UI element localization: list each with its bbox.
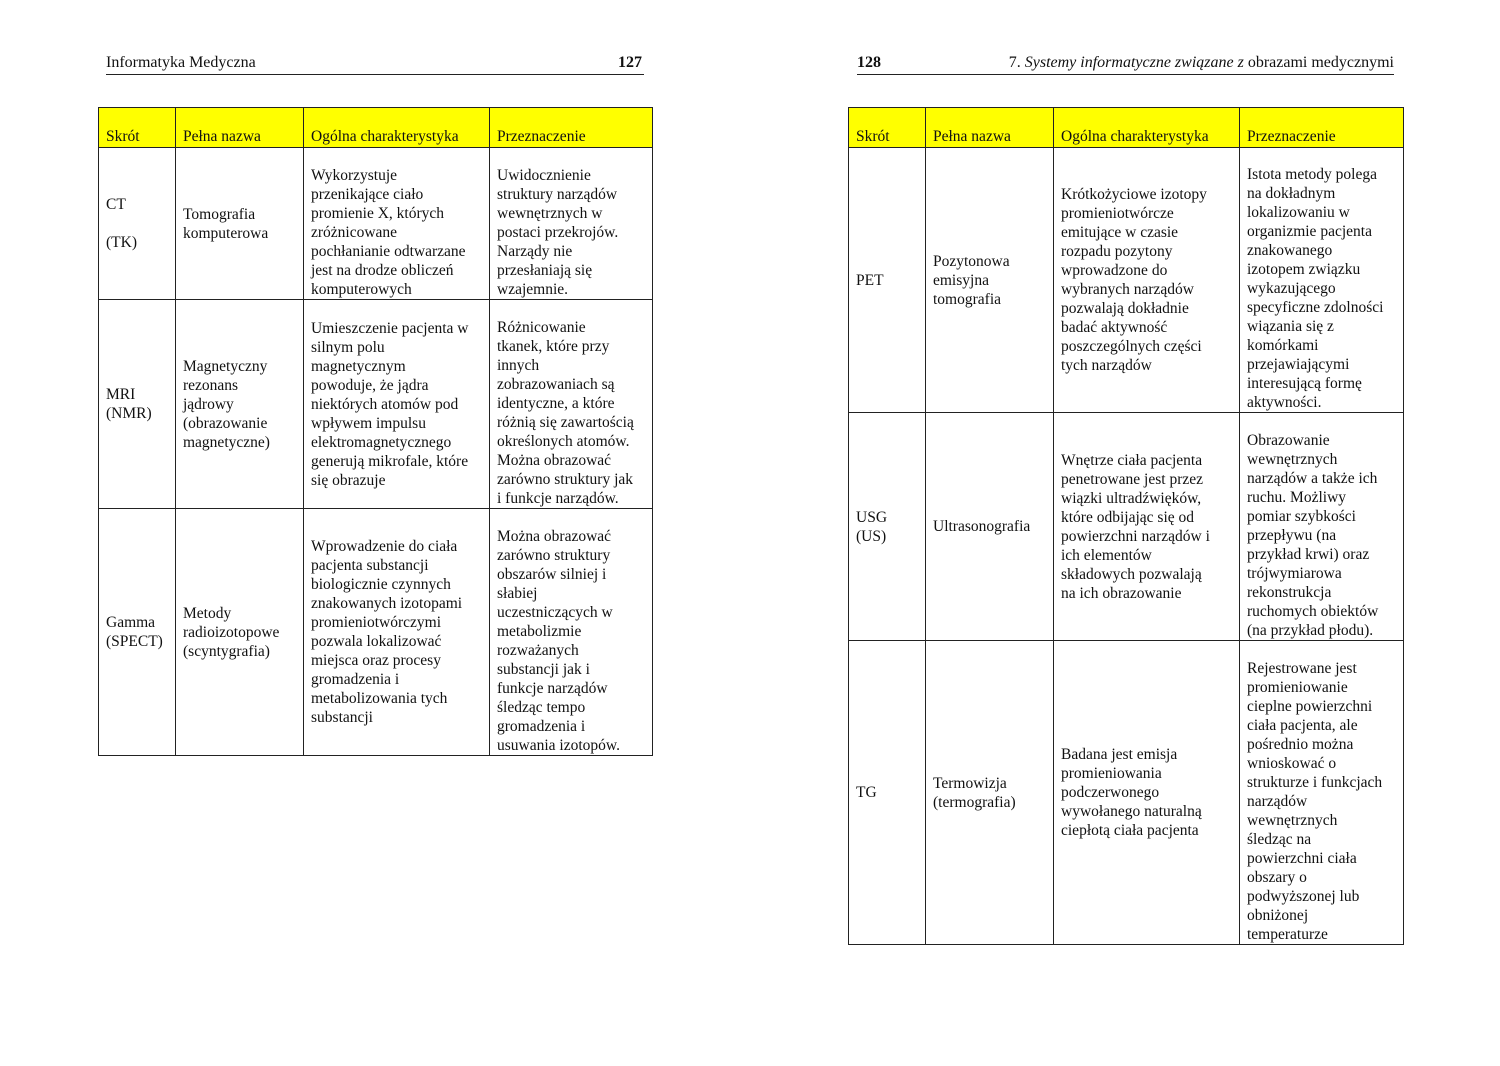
purpose-text: Uwidocznienie struktury narządów wewnętrznych w postaci przekrojów. Narządy nie przesłaniają się wzajemnie.: [497, 167, 619, 298]
purpose-text: Rejestrowane jest promieniowanie cieplne powierzchni ciała pacjenta, ale pośrednio można wnioskować o strukturze i funkcjach narządów wewnętrznych śledząc na powierzchni ciała obszary o podwyższonej lub obniżonej temperaturze: [1247, 660, 1383, 943]
cell-abbr: [849, 413, 926, 641]
cell-name: [176, 509, 304, 756]
purpose-text: Obrazowanie wewnętrznych narządów a także ich ruchu. Możliwy pomiar szybkości przepływu (na przykład krwi) oraz trójwymiarowa rekonstrukcja ruchomych obiektów (na przykład płodu).: [1247, 432, 1379, 639]
cell-name: [926, 641, 1054, 945]
table-row-tg: [849, 641, 1404, 945]
cell-abbr: [99, 300, 176, 509]
running-header-left: [106, 52, 644, 75]
table-row-mri: [99, 300, 653, 509]
book-title: Informatyka Medyczna: [106, 54, 256, 71]
name-text: Ultrasonografia: [933, 518, 1031, 535]
right-page: [750, 0, 1500, 1066]
name-text: Pozytonowa emisyjna tomografia: [933, 252, 1010, 308]
cell-description: [304, 300, 490, 509]
description-text: Badana jest emisja promieniowania podczerwonego wywołanego naturalną ciepłotą ciała pacjenta: [1061, 746, 1202, 839]
col-header-abbr: Skrót: [99, 108, 176, 148]
chapter-title-suffix: obrazami medycznymi: [1243, 54, 1394, 71]
abbr-text: TG: [856, 784, 877, 801]
cell-description: [304, 509, 490, 756]
cell-name: [926, 148, 1054, 413]
purpose-text: Istota metody polega na dokładnym lokalizowaniu w organizmie pacjenta znakowanego izotopem związku wykazującego specyficzne zdolności wiązania się z komórkami przejawiającymi interesującą formę aktywności.: [1247, 166, 1384, 411]
table-row-ct: [99, 148, 653, 300]
table-header-row: [849, 108, 1404, 148]
imaging-methods-table-right: [848, 107, 1404, 945]
running-header-right: [857, 52, 1394, 75]
purpose-text: Można obrazować zarówno struktury obszarów silniej i słabiej uczestniczących w metabolizmie rozważanych substancji jak i funkcje narządów śledząc tempo gromadzenia i usuwania izotopów.: [497, 528, 620, 754]
cell-description: [1054, 641, 1240, 945]
cell-purpose: [490, 509, 653, 756]
abbr-text: Gamma (SPECT): [106, 614, 163, 650]
col-header-purpose: Przeznaczenie: [1240, 108, 1404, 148]
cell-name: [176, 148, 304, 300]
page-number-128: 128: [857, 54, 881, 71]
col-header-purpose: Przeznaczenie: [490, 108, 653, 148]
cell-description: [1054, 413, 1240, 641]
cell-abbr: [99, 148, 176, 300]
col-header-description: Ogólna charakterystyka: [1054, 108, 1240, 148]
cell-abbr: [99, 509, 176, 756]
abbr-text: CT (TK): [106, 196, 137, 251]
col-header-abbr: Skrót: [849, 108, 926, 148]
abbr-text: MRI (NMR): [106, 386, 152, 422]
abbr-text: USG (US): [856, 508, 888, 545]
name-text: Termowizja (termografia): [933, 774, 1016, 811]
chapter-title-prefix: 7.: [1008, 54, 1025, 71]
cell-name: [926, 413, 1054, 641]
page-number-127: 127: [618, 54, 642, 71]
cell-purpose: [1240, 413, 1404, 641]
cell-purpose: [1240, 641, 1404, 945]
col-header-full-name: Pełna nazwa: [926, 108, 1054, 148]
description-text: Krótkożyciowe izotopy promieniotwórcze emitujące w czasie rozpadu pozytony wprowadzone do wybranych narządów pozwalają dokładnie badać aktywność poszczególnych części tych narządów: [1061, 186, 1207, 374]
chapter-title-italic: Systemy informatyczne związane z: [1024, 54, 1244, 71]
name-text: Tomografia komputerowa: [183, 205, 269, 242]
cell-name: [176, 300, 304, 509]
description-text: Umieszczenie pacjenta w silnym polu magnetycznym powoduje, że jądra niektórych atomów pod wpływem impulsu elektromagnetycznego generują mikrofale, które się obrazuje: [311, 319, 469, 489]
cell-purpose: [490, 300, 653, 509]
imaging-methods-table-left: [98, 107, 653, 756]
description-text: Wprowadzenie do ciała pacjenta substancji biologicznie czynnych znakowanych izotopami promieniotwórczymi pozwala lokalizować miejsca oraz procesy gromadzenia i metabolizowania tych substancji: [311, 538, 463, 726]
description-text: Wykorzystuje przenikające ciało promienie X, których zróżnicowane pochłanianie odtwarzane jest na drodze obliczeń komputerowych: [311, 167, 466, 298]
abbr-text: PET: [856, 271, 884, 289]
col-header-description: Ogólna charakterystyka: [304, 108, 490, 148]
table-row-gamma: [99, 509, 653, 756]
cell-purpose: [1240, 148, 1404, 413]
cell-description: [304, 148, 490, 300]
cell-description: [1054, 148, 1240, 413]
chapter-title: [1009, 52, 1394, 74]
table-row-usg: [849, 413, 1404, 641]
name-text: Metody radioizotopowe (scyntygrafia): [183, 604, 280, 660]
purpose-text: Różnicowanie tkanek, które przy innych zobrazowaniach są identyczne, a które różnią się zawartością określonych atomów. Można obrazować zarówno struktury jak i funkcje narządów.: [497, 319, 634, 507]
name-text: Magnetyczny rezonans jądrowy (obrazowanie magnetyczne): [183, 357, 270, 451]
col-header-full-name: Pełna nazwa: [176, 108, 304, 148]
cell-abbr: [849, 641, 926, 945]
cell-purpose: [490, 148, 653, 300]
table-header-row: [99, 108, 653, 148]
cell-abbr: [849, 148, 926, 413]
description-text: Wnętrze ciała pacjenta penetrowane jest przez wiązki ultradźwięków, które odbijając się od powierzchni narządów i ich elementów składowych pozwalają na ich obrazowanie: [1061, 451, 1210, 602]
table-row-pet: [849, 148, 1404, 413]
